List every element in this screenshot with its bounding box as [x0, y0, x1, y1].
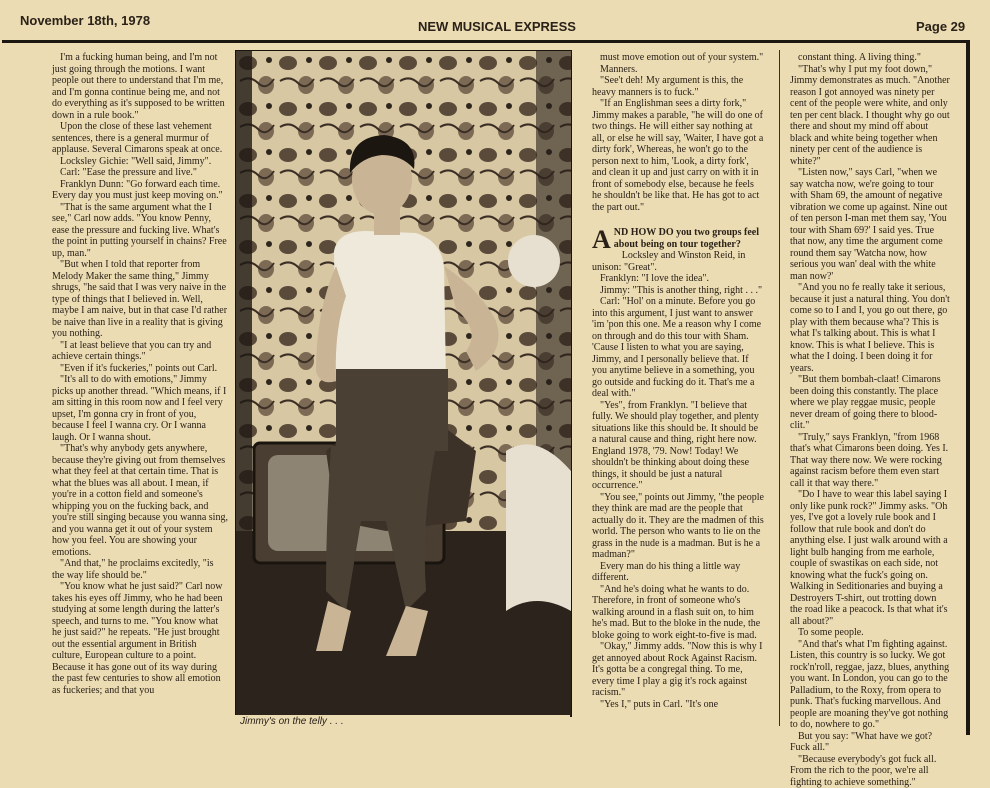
photo-illustration — [236, 51, 571, 716]
paragraph: Franklyn: "I love the idea". — [592, 273, 764, 285]
paragraph: "You know what he just said?" Carl now takes his eyes off Jimmy, who he had been studying at some length during the latter's speech, and turns to me. "You know what he just said?" he repeats. "He just brought out the essential argument in British culture, European culture to a point. Because it has gone out of its way during the past few centuries to show all emotion as fuckeries; and that you — [52, 581, 228, 696]
paragraph: "I at least believe that you can try and achieve certain things." — [52, 340, 228, 363]
paragraph: "It's all to do with emotions," Jimmy picks up another thread. "Which means, if I am sitting in this room now and I feel very upset, I'm gonna cry in front of you, because I feel I wanna cry. Or I wanna laugh. Or I wanna shout. — [52, 374, 228, 443]
paragraph: "That's why I put my foot down," Jimmy demonstrates as much. "Another reason I got annoyed was ninety per cent of the people were white, and only ten per cent black. I thought why go out there and shout my mind off about black and white being together when ninety per cent of the audience is white?" — [790, 64, 950, 168]
text-column-1 — [52, 52, 228, 728]
paragraph: "Yes I," puts in Carl. "It's one — [592, 699, 764, 711]
paragraph: Franklyn Dunn: "Go forward each time. Every day you must just keep moving on." — [52, 179, 228, 202]
paragraph: must move emotion out of your system." — [592, 52, 764, 64]
paragraph: "That is the same argument what the I see," Carl now adds. "You know Penny, ease the pressure and fucking live. What's the point in putting yourself in chains? Free up, man." — [52, 202, 228, 260]
paragraph: "You see," points out Jimmy, "the people they think are mad are the people that actually do it. They are the madmen of this world. The person who wants to lie on the grass in the nude is a madman. But is he a madman?" — [592, 492, 764, 561]
paragraph: "But when I told that reporter from Melody Maker the same thing," Jimmy shrugs, "he said that I was very naive in the type of things that I believed in. Well, maybe I am naive, but in that case I'd rather be naive than live in a reality that is giving you nothing. — [52, 259, 228, 340]
paragraph: Upon the close of these last vehement sentences, there is a general murmur of applause. Several Cimarons speak at once. — [52, 121, 228, 156]
paragraph: "Truly," says Franklyn, "from 1968 that's what Cimarons been doing. Yes I. That way there now. We were rocking against racism before them even start call it that way there." — [790, 432, 950, 490]
publication-name: NEW MUSICAL EXPRESS — [418, 19, 576, 34]
paragraph: "Okay," Jimmy adds. "Now this is why I get annoyed about Rock Against Racism. It's gotta be a congregal thing. To me, every time I play a gig it's rock against racism." — [592, 641, 764, 699]
paragraph: Carl: "Hol' on a minute. Before you go into this argument, I just want to answer 'im 'pon this one. Me a reason why I come on through and do this tour with Sham. 'Cause I listen to what you are saying, Jimmy, and I personally believe that. If you anytime believe in a something, you go outside and fucking do it. That's me a deal with." — [592, 296, 764, 400]
paragraph: "Even if it's fuckeries," points out Carl. — [52, 363, 228, 375]
page-number: Page 29 — [916, 19, 965, 34]
paragraph: "And you no fe really take it serious, because it just a natural thing. You don't come so to I and I, you go out there, go play with them because wha'? This is what I's talking about. This is what I know. This is what I believe. This is what the I doing. I been doing it for years. — [790, 282, 950, 374]
photo-caption: Jimmy's on the telly . . . — [240, 716, 344, 727]
paragraph: Manners. — [592, 64, 764, 76]
paragraph: "If an Englishman sees a dirty fork," Jimmy makes a parable, "he will do one of two things. He will either say nothing at all, or else he will say, 'Waiter, I have got a dirty fork', Whereas, he won't go to the person next to him, 'Look, a dirty fork', and clean it up and just carry on with it in front of somebody else, because he feels he shouldn't be like that. He has got to act the part out." — [592, 98, 764, 213]
paragraph: To some people. — [790, 627, 950, 639]
paragraph: "See't deh! My argument is this, the heavy manners is to fuck." — [592, 75, 764, 98]
section-lead: ND HOW DO you two groups feel about being on tour together? — [614, 227, 759, 250]
page-header — [0, 0, 990, 38]
paragraph: Jimmy: "This is another thing, right . . ." — [592, 285, 764, 297]
paragraph: Every man do his thing a little way different. — [592, 561, 764, 584]
section-opening — [592, 227, 764, 250]
paragraph: "And that," he proclaims excitedly, "is the way life should be." — [52, 558, 228, 581]
column-rule — [779, 50, 780, 726]
paragraph: constant thing. A living thing." — [790, 52, 950, 64]
text-column-4 — [790, 52, 950, 728]
paragraph: "But them bombah-claat! Cimarons been doing this constantly. The place where we play reggae music, people never dream of going there to blood-clit." — [790, 374, 950, 432]
paragraph: Locksley Gichie: "Well said, Jimmy". — [52, 156, 228, 168]
paragraph: "And he's doing what he wants to do. Therefore, in front of someone who's walking around in a flash suit on, to him he's mad. But to the bloke in the nude, the bloke going to work eight-to-five is mad. — [592, 584, 764, 642]
paragraph: "That's why anybody gets anywhere, because they're giving out from themselves what they feel at that certain time. That is what the blues was all about. I mean, if you're in a cotton field and someone's whipping you on the fucking back, and you're still singing because you wanna sing, and you wanna get it out of your system how you feel. You are showing your emotions. — [52, 443, 228, 558]
drop-cap: A — [592, 229, 611, 251]
text-column-3 — [592, 52, 764, 728]
paragraph: Carl: "Ease the pressure and live." — [52, 167, 228, 179]
paragraph: Locksley and Winston Reid, in unison: "Great". — [592, 250, 764, 273]
paragraph: "And that's what I'm fighting against. Listen, this country is so lucky. We got rock'n'roll, reggae, jazz, blues, anything you want. In London, you can go to the Palladium, to the Roxy, from opera to punk. That's fucking marvellous. And people are moaning they've got nothing to do, nowhere to go." — [790, 639, 950, 731]
paragraph: "Do I have to wear this label saying I only like punk rock?" Jimmy asks. "Oh yes, I've got a lovely rule book and I follow that rule book and don't do anything else. I just walk around with a light bulb hanging from me earhole, couple of swastikas on each side, not knowing what the fuck's going on. Walking in Seditionaries and buying a Destroyers T-shirt, out trotting down the road like a peacock. Is that what it's all about?" — [790, 489, 950, 627]
photo-jimmy-on-television — [235, 50, 572, 717]
paragraph: I'm a fucking human being, and I'm not just going through the motions. I want people out there to understand that I'm me, and I'm gonna continue being me, and not do everything as it's supposed to be written down in a rule book." — [52, 52, 228, 121]
issue-date: November 18th, 1978 — [20, 13, 150, 28]
paragraph: "Because everybody's got fuck all. From the rich to the poor, we're all fighting to achieve something." — [790, 754, 950, 788]
paragraph: But you say: "What have we got? Fuck all." — [790, 731, 950, 754]
paragraph: "Yes", from Franklyn. "I believe that fully. We should play together, and plenty situations like this should be. It should be a natural cause and thing, right here now. England 1978, '79. Now! Today! We shouldn't be thinking about doing these things, it should be just a natural occurrence." — [592, 400, 764, 492]
paragraph: "Listen now," says Carl, "when we say watcha now, we're going to tour with Sham 69, the amount of negative vibration we come up against. Nine out of ten person I-man met them say, 'You tour with Sham 69?' I said yes. True that now, any time the argument come round them say 'Watcha now, how serious you wan' deal with the white man now?' — [790, 167, 950, 282]
